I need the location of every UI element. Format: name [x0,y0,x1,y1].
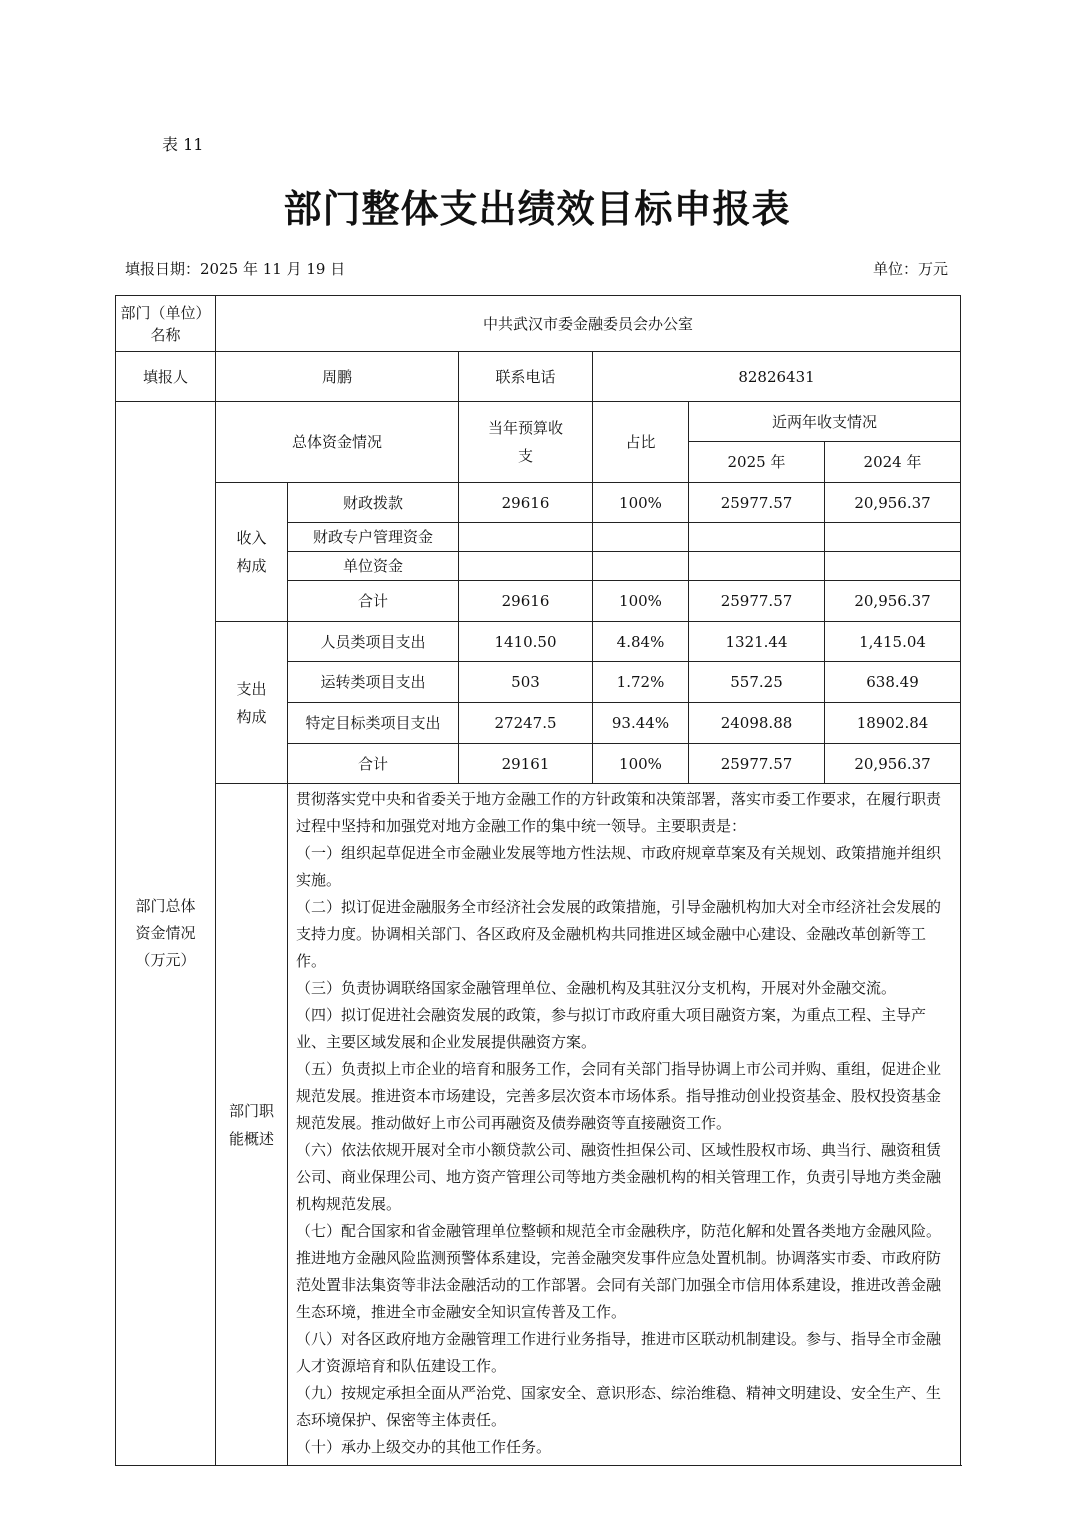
dept-value: 中共武汉市委金融委员会办公室 [216,296,961,352]
col-ratio: 占比 [593,402,689,483]
row-ratio [593,523,689,552]
row-2024: 20,956.37 [825,744,961,784]
row-2024: 20,956.37 [825,483,961,523]
row-budget: 29161 [459,744,593,784]
row-ratio: 1.72% [593,662,689,703]
filler-row [116,352,961,402]
page-title: 部门整体支出绩效目标申报表 [283,187,791,231]
row-2024: 18902.84 [825,703,961,744]
col-year-2025: 2025 年 [689,442,825,483]
row-budget: 29616 [459,483,593,523]
duty-paragraph: 贯彻落实党中央和省委关于地方金融工作的方针政策和决策部署，落实市委工作要求，在履行职责过程中坚持和加强党对地方金融工作的集中统一领导。主要职责是： [296,790,942,835]
col-year-2024: 2024 年 [825,442,961,483]
row-2024: 638.49 [825,662,961,703]
row-2024 [825,552,961,581]
funds-header-row-1 [116,402,961,442]
row-2025: 25977.57 [689,744,825,784]
filler-label: 填报人 [116,352,216,402]
duty-paragraph: （二）拟订促进金融服务全市经济社会发展的政策措施，引导金融机构加大对全市经济社会发展的支持力度。协调相关部门、各区政府及金融机构共同推进区域金融中心建设、金融改革创新等工作。 [296,898,942,970]
row-ratio: 100% [593,483,689,523]
col-recent: 近两年收支情况 [689,402,961,442]
row-budget [459,523,593,552]
duties-row [116,784,961,1466]
expense-row [116,622,961,662]
row-budget: 503 [459,662,593,703]
col-overall: 总体资金情况 [216,402,459,483]
row-2025: 25977.57 [689,581,825,622]
duty-paragraph: （三）负责协调联络国家金融管理单位、金融机构及其驻汉分支机构，开展对外金融交流。 [296,979,897,997]
row-name: 人员类项目支出 [288,622,459,662]
duty-paragraph: （七）配合国家和省金融管理单位整顿和规范全市金融秩序，防范化解和处置各类地方金融风险。推进地方金融风险监测预警体系建设，完善金融突发事件应急处置机制。协调落实市委、市政府防范处置非法集资等非法金融活动的工作部署。会同有关部门加强全市信用体系建设，推进改善金融生态环境，推进全市金融安全知识宣传普及工作。 [296,1222,942,1321]
phone-value: 82826431 [593,352,961,402]
row-name: 运转类项目支出 [288,662,459,703]
row-2024: 1,415.04 [825,622,961,662]
row-2025 [689,552,825,581]
row-name: 合计 [288,744,459,784]
expense-label: 支出构成 [216,622,288,784]
row-ratio: 100% [593,744,689,784]
row-budget: 1410.50 [459,622,593,662]
row-budget: 29616 [459,581,593,622]
row-ratio: 93.44% [593,703,689,744]
duty-paragraph: （五）负责拟上市企业的培育和服务工作，会同有关部门指导协调上市公司并购、重组，促进企业规范发展。推进资本市场建设，完善多层次资本市场体系。指导推动创业投资基金、股权投资基金规范发展。推动做好上市公司再融资及债券融资等直接融资工作。 [296,1060,942,1132]
row-name: 单位资金 [288,552,459,581]
duty-paragraph: （八）对各区政府地方金融管理工作进行业务指导，推进市区联动机制建设。参与、指导全市金融人才资源培育和队伍建设工作。 [296,1330,942,1375]
filler-value: 周鹏 [216,352,459,402]
row-2024 [825,523,961,552]
income-row [116,483,961,523]
row-2024: 20,956.37 [825,581,961,622]
row-name: 合计 [288,581,459,622]
row-ratio: 4.84% [593,622,689,662]
duty-paragraph: （四）拟订促进社会融资发展的政策，参与拟订市政府重大项目融资方案，为重点工程、主导产业、主要区域发展和企业发展提供融资方案。 [296,1006,927,1051]
performance-table [115,295,961,1466]
table-number: 表 11 [162,135,204,154]
duty-paragraph: （一）组织起草促进全市金融业发展等地方性法规、市政府规章草案及有关规划、政策措施并组织实施。 [296,844,942,889]
row-budget [459,552,593,581]
dept-label: 部门（单位）名称 [116,296,216,352]
row-2025: 25977.57 [689,483,825,523]
phone-label: 联系电话 [459,352,593,402]
row-name: 特定目标类项目支出 [288,703,459,744]
row-name: 财政拨款 [288,483,459,523]
funds-section-label: 部门总体资金情况（万元） [116,402,216,1466]
dept-row [116,296,961,352]
row-name: 财政专户管理资金 [288,523,459,552]
income-label: 收入构成 [216,483,288,622]
row-ratio: 100% [593,581,689,622]
row-ratio [593,552,689,581]
fill-date: 填报日期：2025 年 11 月 19 日 [125,260,346,278]
row-2025 [689,523,825,552]
duties-content [288,784,961,1466]
duties-label: 部门职能概述 [216,784,288,1466]
row-2025: 557.25 [689,662,825,703]
row-2025: 1321.44 [689,622,825,662]
duty-paragraph: （十）承办上级交办的其他工作任务。 [296,1438,552,1456]
col-budget: 当年预算收支 [459,402,593,483]
row-2025: 24098.88 [689,703,825,744]
duty-paragraph: （六）依法依规开展对全市小额贷款公司、融资性担保公司、区域性股权市场、典当行、融资租赁公司、商业保理公司、地方资产管理公司等地方类金融机构的相关管理工作，负责引导地方类金融机构规范发展。 [296,1141,942,1213]
unit-label: 单位：万元 [872,260,948,278]
row-budget: 27247.5 [459,703,593,744]
duty-paragraph: （九）按规定承担全面从严治党、国家安全、意识形态、综治维稳、精神文明建设、安全生产、生态环境保护、保密等主体责任。 [296,1384,942,1429]
